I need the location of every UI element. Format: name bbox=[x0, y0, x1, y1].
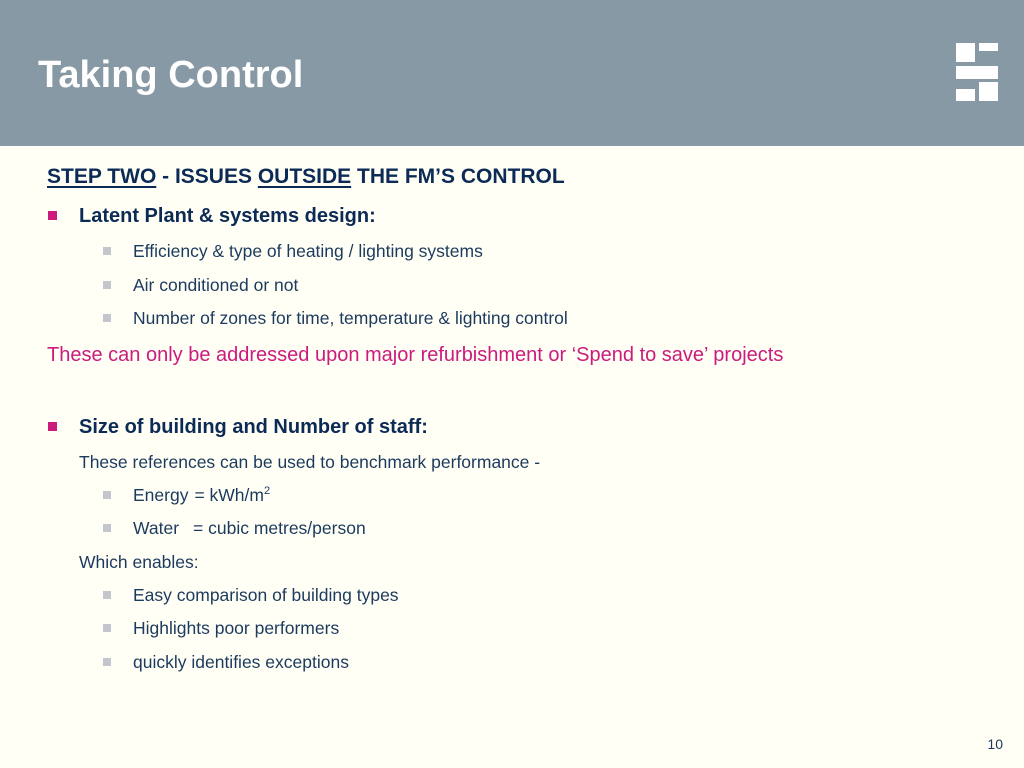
heading-rest: THE FM’S CONTROL bbox=[351, 165, 565, 188]
sub-bullet-square-icon bbox=[103, 591, 111, 599]
section1-title: Latent Plant & systems design: bbox=[79, 205, 376, 227]
sub-bullet-square-icon bbox=[103, 247, 111, 255]
metric-value: = kWh/m bbox=[194, 485, 264, 505]
benchmark-intro: These references can be used to benchmark performance - bbox=[79, 452, 541, 472]
company-logo-icon bbox=[956, 43, 998, 101]
refurbishment-note: These can only be addressed upon major refurbishment or ‘Spend to save’ projects bbox=[47, 344, 784, 366]
sub-bullet-square-icon bbox=[103, 281, 111, 289]
enables-label: Which enables: bbox=[79, 552, 199, 572]
benefit-item: Highlights poor performers bbox=[133, 618, 340, 638]
page-number: 10 bbox=[987, 736, 1003, 752]
slide-title: Taking Control bbox=[38, 54, 304, 96]
section1-item: Air conditioned or not bbox=[133, 275, 299, 295]
metric-water bbox=[133, 516, 366, 540]
step-heading bbox=[47, 163, 565, 191]
metric-label: Energy bbox=[133, 485, 189, 505]
benefit-item: Easy comparison of building types bbox=[133, 585, 399, 605]
heading-separator: - ISSUES bbox=[156, 165, 258, 188]
sub-bullet-square-icon bbox=[103, 314, 111, 322]
sub-bullet-square-icon bbox=[103, 491, 111, 499]
metric-label: Water bbox=[133, 518, 180, 538]
heading-step: STEP TWO bbox=[47, 165, 157, 188]
bullet-square-icon bbox=[48, 211, 57, 220]
section1-item: Efficiency & type of heating / lighting systems bbox=[133, 241, 483, 261]
section2-title: Size of building and Number of staff: bbox=[79, 416, 428, 438]
sub-bullet-square-icon bbox=[103, 658, 111, 666]
metric-superscript: 2 bbox=[263, 485, 271, 497]
header-band bbox=[0, 0, 1024, 146]
heading-outside: OUTSIDE bbox=[257, 165, 352, 188]
bullet-square-icon bbox=[48, 422, 57, 431]
section1-item: Number of zones for time, temperature & lighting control bbox=[133, 308, 568, 328]
sub-bullet-square-icon bbox=[103, 624, 111, 632]
benefit-item: quickly identifies exceptions bbox=[133, 652, 349, 672]
sub-bullet-square-icon bbox=[103, 524, 111, 532]
metric-value: = cubic metres/person bbox=[193, 518, 366, 538]
metric-energy bbox=[133, 483, 270, 507]
